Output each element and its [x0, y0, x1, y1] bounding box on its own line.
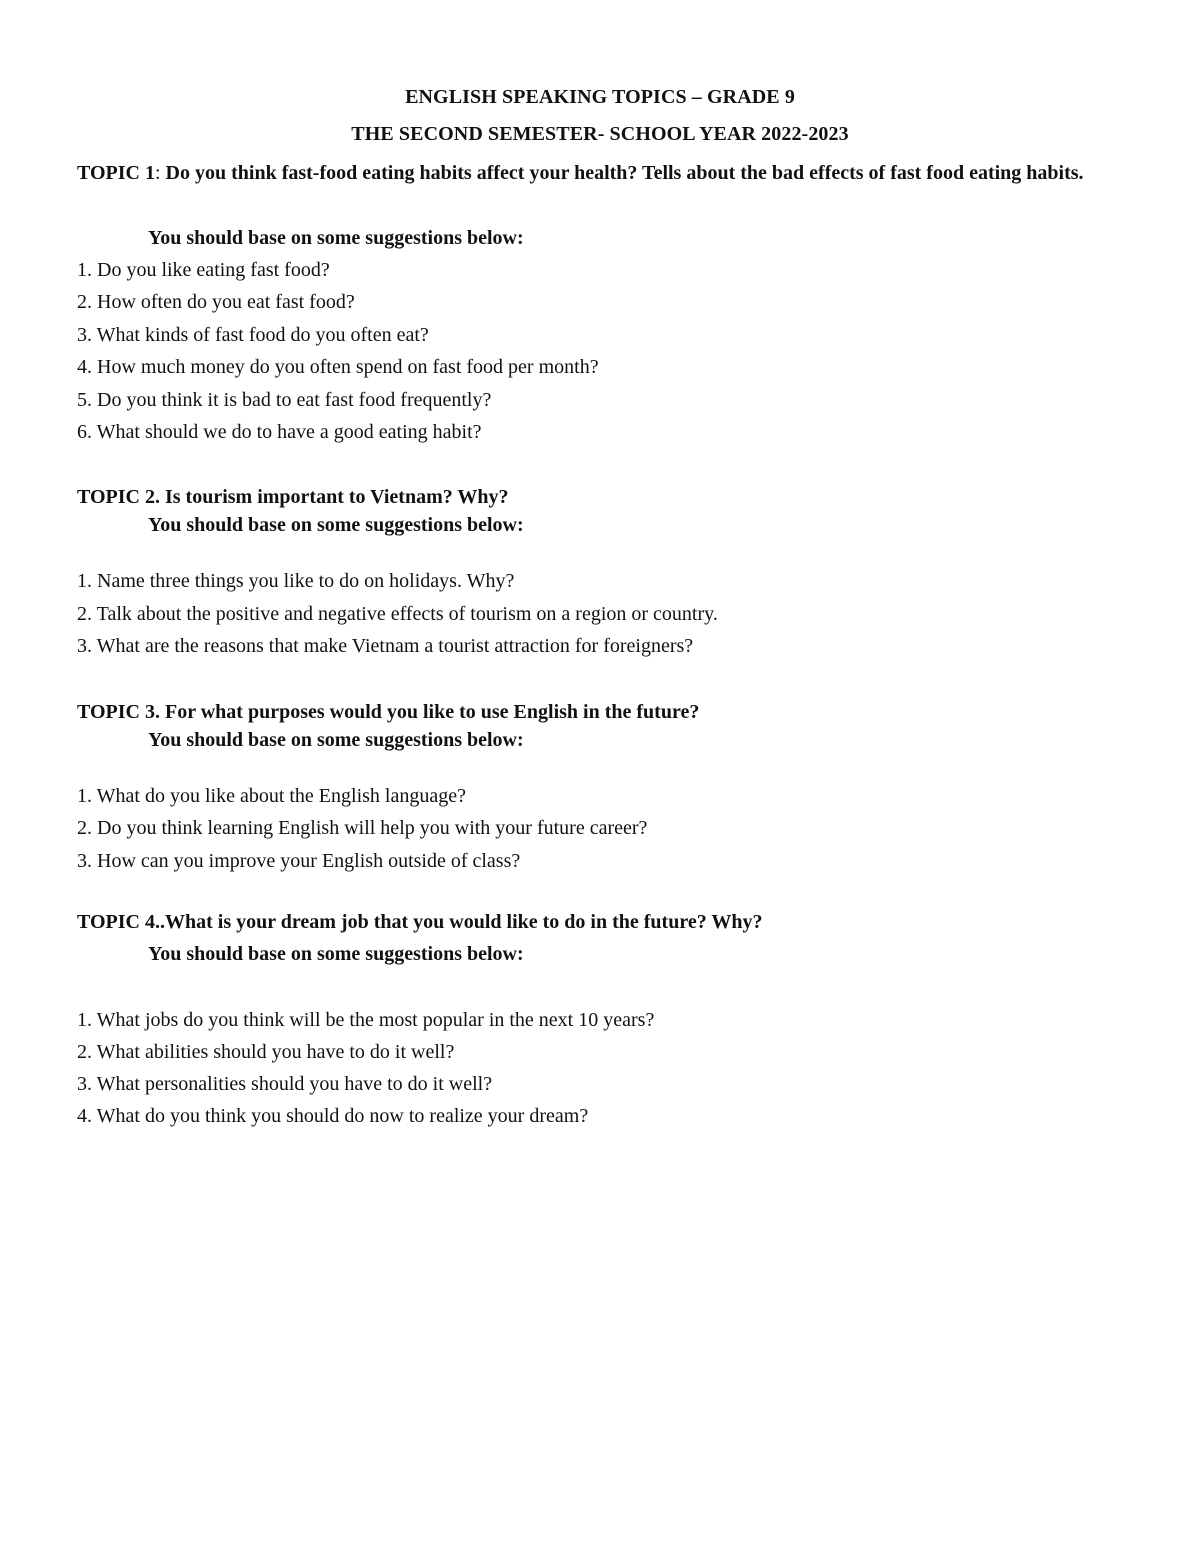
topic-label: TOPIC 2: [77, 486, 155, 508]
topic-separator: ..: [154, 911, 165, 933]
list-item: 3. How can you improve your English outside of class?: [77, 850, 521, 872]
topic-separator: .: [154, 486, 160, 508]
topic-2-suggestion-label: You should base on some suggestions below:: [148, 514, 524, 536]
topic-2-heading: [77, 481, 1127, 514]
topic-question: Is tourism important to Vietnam? Why?: [159, 486, 509, 508]
topic-4-heading: [77, 906, 1127, 939]
topic-question: For what purposes would you like to use English in the future?: [159, 701, 700, 723]
topic-separator: .: [154, 701, 160, 723]
topic-label: TOPIC 1: [77, 162, 155, 184]
topic-question: What is your dream job that you would like to do in the future? Why?: [164, 911, 763, 933]
topic-separator: :: [154, 162, 161, 184]
topic-label: TOPIC 4: [77, 911, 155, 933]
list-item: 1. What jobs do you think will be the most popular in the next 10 years?: [77, 1009, 655, 1031]
topic-3-suggestion-label: You should base on some suggestions below:: [148, 729, 524, 751]
list-item: 4. What do you think you should do now to realize your dream?: [77, 1105, 589, 1127]
topic-1-heading: [77, 157, 1127, 190]
list-item: 2. How often do you eat fast food?: [77, 291, 355, 313]
list-item: 6. What should we do to have a good eating habit?: [77, 421, 482, 443]
list-item: 2. What abilities should you have to do it well?: [77, 1041, 455, 1063]
topic-question: Do you think fast-food eating habits affect your health? Tells about the bad effects of fast food eating habits.: [160, 162, 1084, 184]
list-item: 5. Do you think it is bad to eat fast food frequently?: [77, 389, 492, 411]
list-item: 2. Talk about the positive and negative effects of tourism on a region or country.: [77, 603, 718, 625]
list-item: 2. Do you think learning English will help you with your future career?: [77, 817, 648, 839]
list-item: 3. What personalities should you have to do it well?: [77, 1073, 493, 1095]
document-title: ENGLISH SPEAKING TOPICS – GRADE 9: [405, 86, 795, 108]
list-item: 1. Do you like eating fast food?: [77, 259, 330, 281]
topic-label: TOPIC 3: [77, 701, 155, 723]
list-item: 4. How much money do you often spend on fast food per month?: [77, 356, 599, 378]
list-item: 3. What kinds of fast food do you often eat?: [77, 324, 429, 346]
topic-1-suggestion-label: You should base on some suggestions below:: [148, 227, 524, 249]
document-subtitle: THE SECOND SEMESTER- SCHOOL YEAR 2022-2023: [351, 123, 849, 145]
list-item: 3. What are the reasons that make Vietnam a tourist attraction for foreigners?: [77, 635, 694, 657]
topic-4-suggestion-label: You should base on some suggestions below:: [148, 943, 524, 965]
topic-3-heading: [77, 696, 1127, 729]
list-item: 1. Name three things you like to do on holidays. Why?: [77, 570, 515, 592]
list-item: 1. What do you like about the English language?: [77, 785, 466, 807]
